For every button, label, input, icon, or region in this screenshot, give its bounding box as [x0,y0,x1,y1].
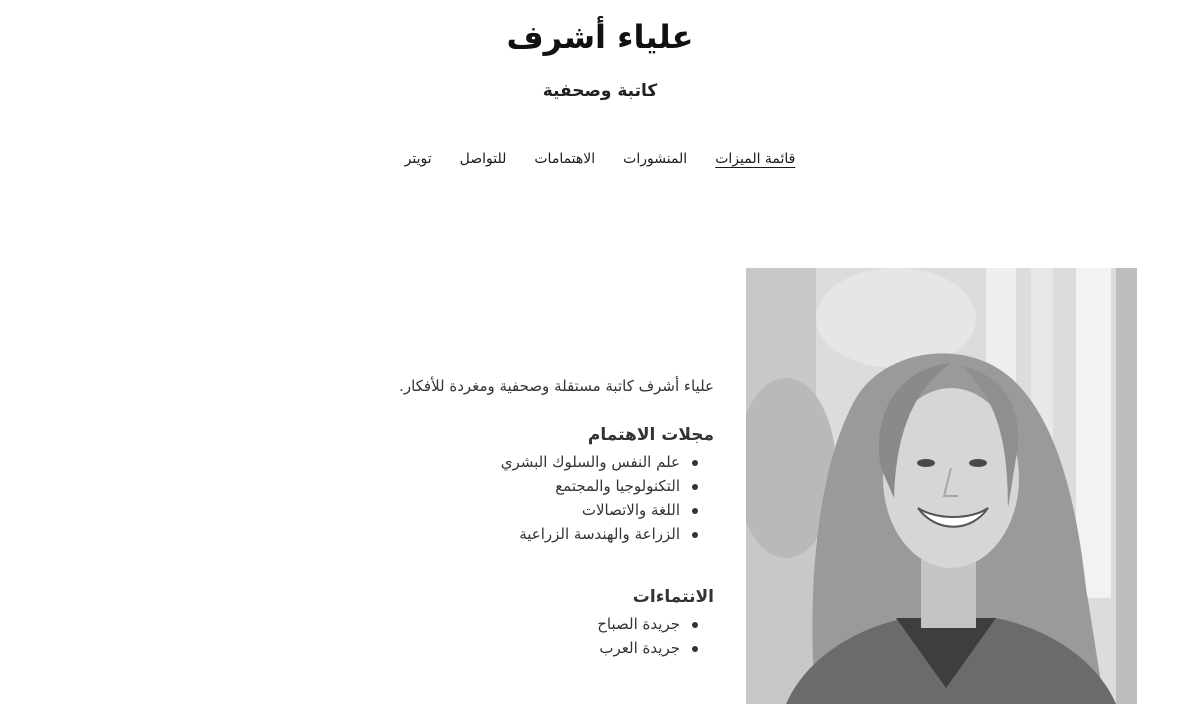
site-tagline: كاتبة وصحفية [542,81,658,101]
list-item: التكنولوجيا والمجتمع [330,474,680,498]
site-title[interactable]: علياء أشرف [506,18,694,56]
nav-item-contact[interactable]: للتواصل [459,151,507,167]
list-item: علم النفس والسلوك البشري [330,450,680,474]
profile-photo [746,268,1137,704]
affiliations-heading: الانتماءات [632,587,714,607]
nav-item-interests[interactable]: الاهتمامات [534,151,596,167]
interests-heading: مجلات الاهتمام [587,425,714,445]
nav-item-publications[interactable]: المنشورات [623,151,688,167]
intro-text: علياء أشرف كاتبة مستقلة وصحفية ومغردة للأفكار. [399,377,714,395]
main-content [330,370,714,660]
list-item: اللغة والاتصالات [330,498,680,522]
nav-item-twitter[interactable]: تويتر [404,151,432,167]
nav-item-features[interactable]: قائمة الميزات [715,151,796,167]
list-item: الزراعة والهندسة الزراعية [330,522,680,546]
interests-list [330,450,714,546]
list-item: جريدة الصباح [330,612,680,636]
list-item: جريدة العرب [330,636,680,660]
affiliations-list [330,612,714,660]
portrait-image [746,268,1137,704]
main-navigation [0,146,1200,172]
